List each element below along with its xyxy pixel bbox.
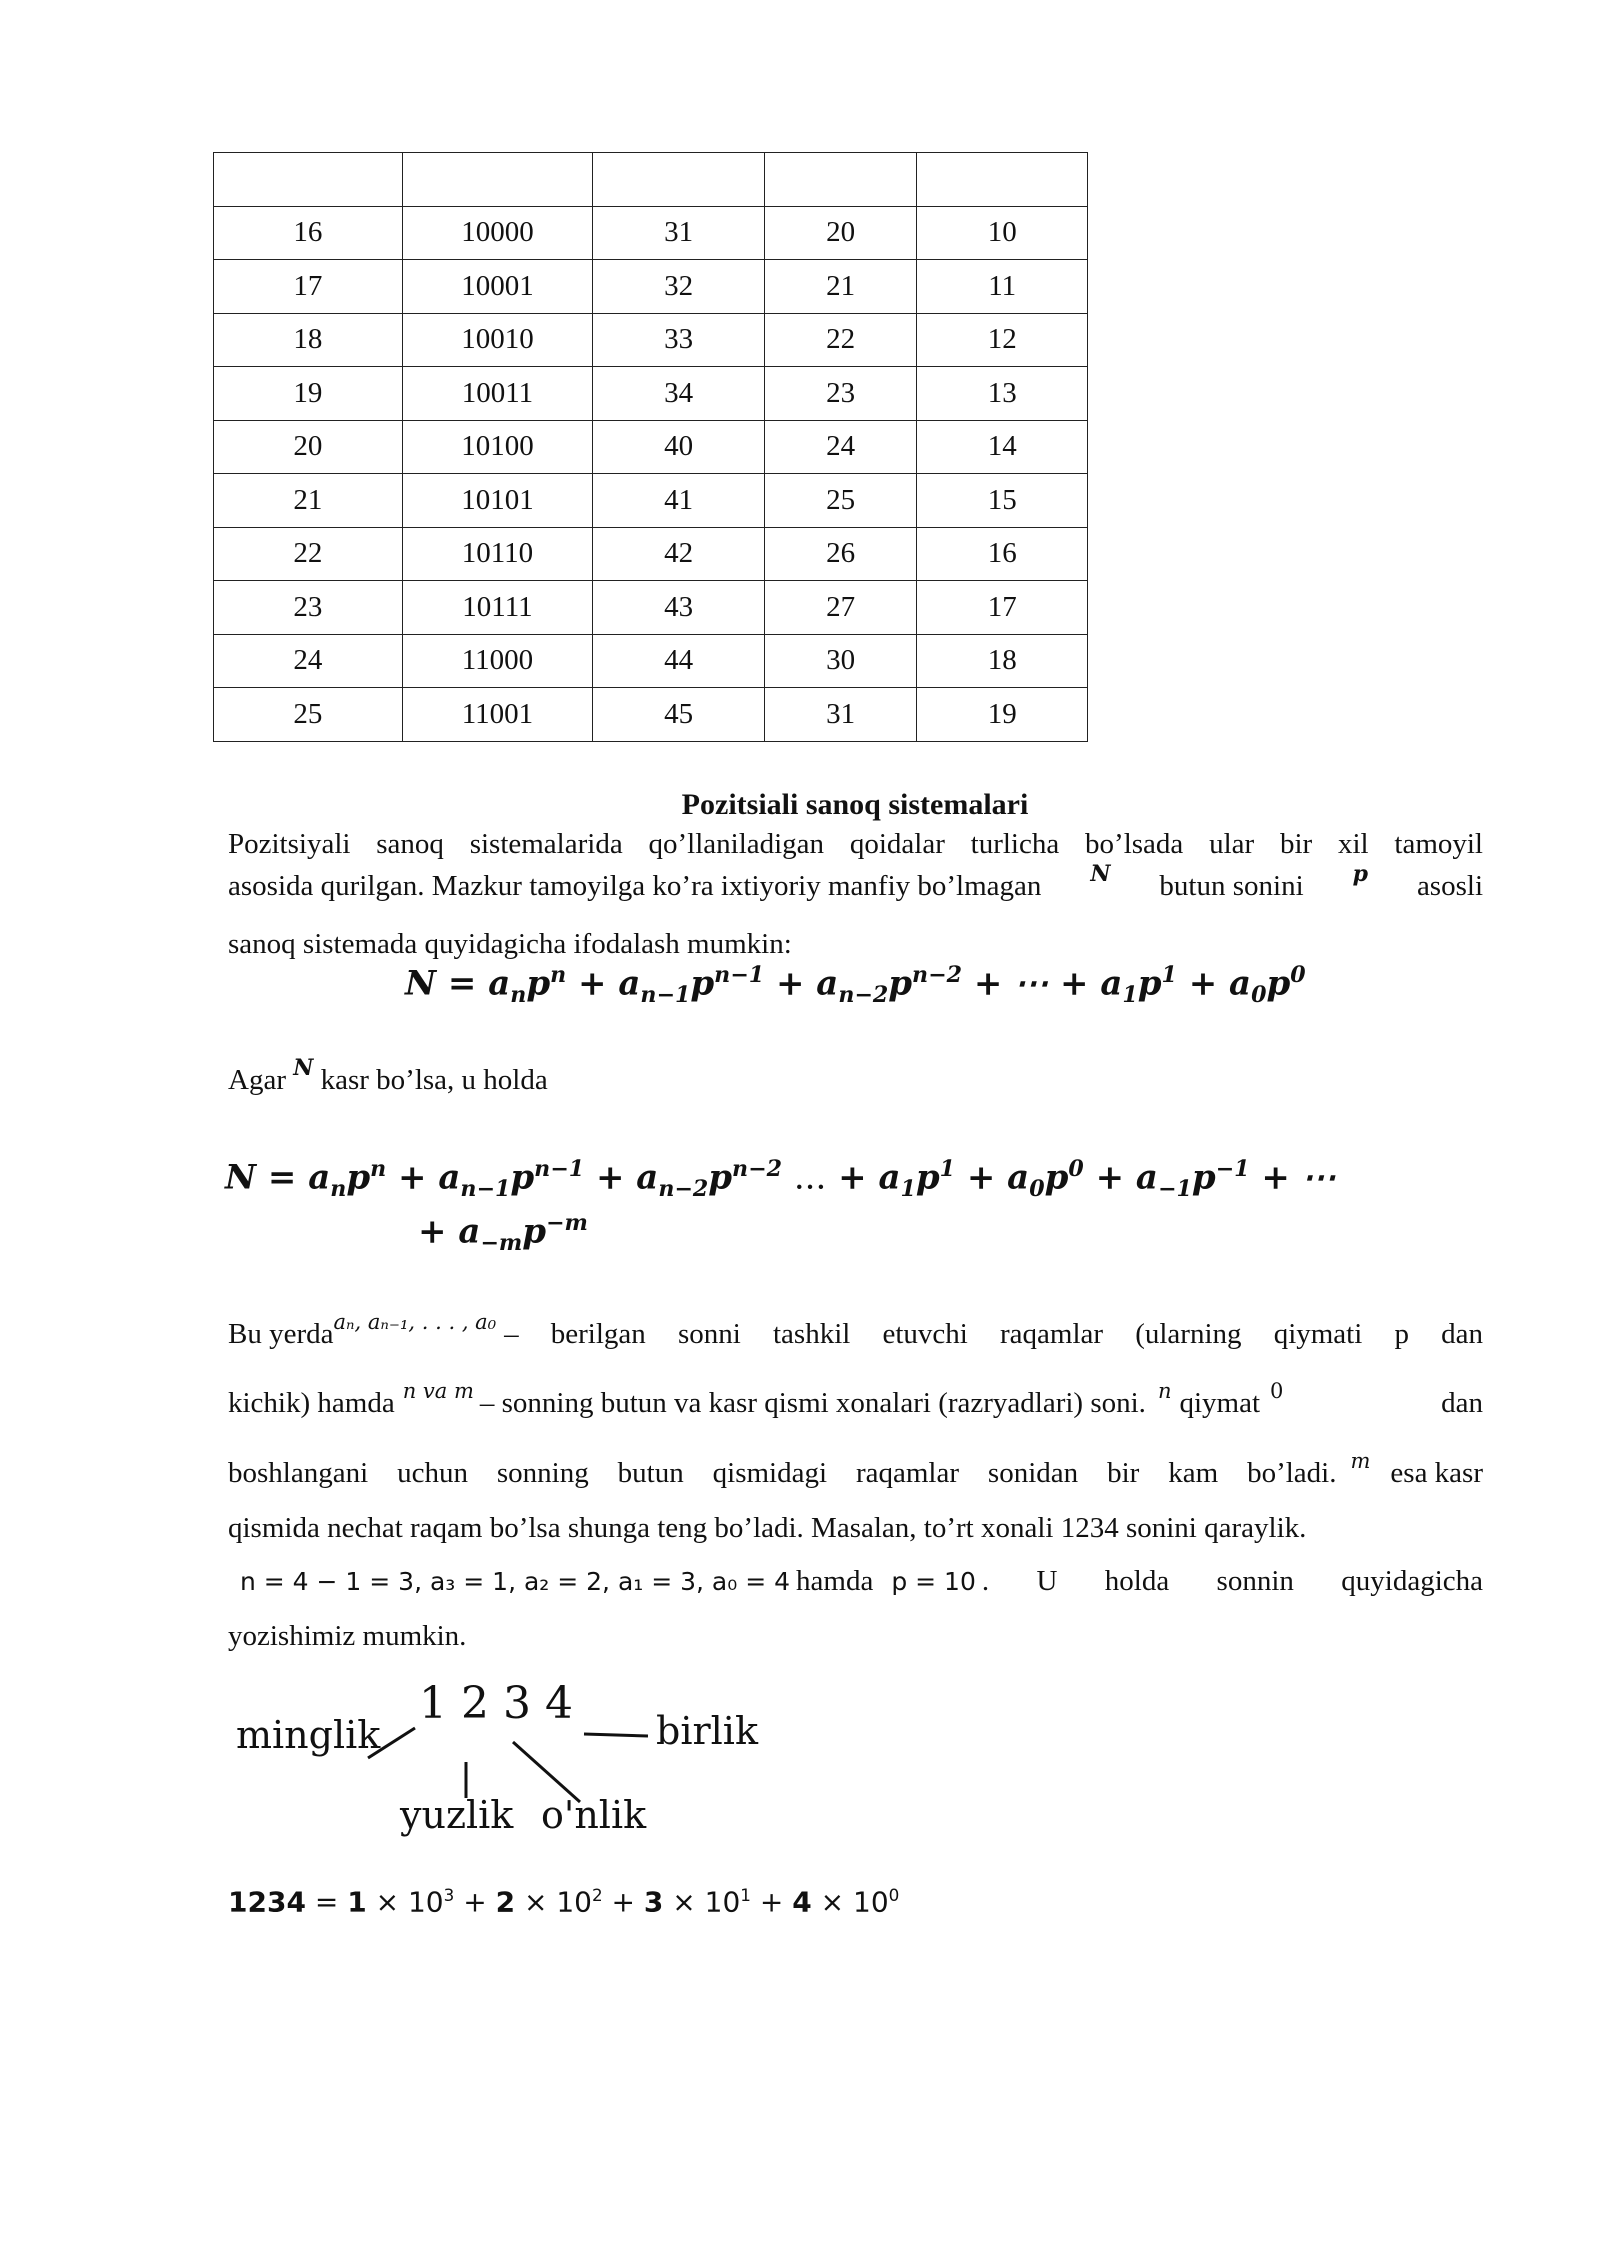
diagram-label-minglik: minglik	[236, 1713, 381, 1757]
diagram-label-onlik: o'nlik	[541, 1793, 647, 1837]
table-cell: 24	[764, 420, 917, 474]
paragraph-line: sanoq sistemada quyidagicha ifodalash mumkin:	[228, 928, 792, 960]
table-row	[214, 527, 1088, 581]
text-fragment: asosli	[1416, 870, 1483, 902]
text-fragment: – sonning butun va kasr qismi xonalari (razryadlari) soni.	[479, 1387, 1146, 1419]
eq-base: 10	[556, 1885, 592, 1919]
text-fragment: asosida qurilgan. Mazkur tamoyilga ko’ra ixtiyoriy manfiy bo’lmagan	[228, 870, 1042, 902]
table-cell	[917, 153, 1088, 207]
connector-line	[584, 1734, 648, 1736]
paragraph-line	[228, 861, 1483, 903]
paragraph-line: qismida nechat raqam bo’lsa shunga teng bo’ladi. Masalan, to’rt xonali 1234 sonini qaraylik.	[228, 1512, 1307, 1544]
eq-exp: 0	[888, 1885, 900, 1905]
table-cell: 10001	[402, 260, 593, 314]
place-value-diagram	[228, 1680, 788, 1850]
table-cell: 10	[917, 206, 1088, 260]
table-cell: 33	[593, 313, 765, 367]
table-cell: 17	[214, 260, 403, 314]
diagram-number: 1 2 3 4	[419, 1680, 573, 1729]
table-cell: 10101	[402, 474, 593, 528]
table-cell: 19	[214, 367, 403, 421]
math-symbol: N	[1090, 861, 1111, 887]
final-equation: $1234 = 1 \times 10^3 + 2 \times 10^2 + 3 \times 10^1 + 4 \times 10^0$	[228, 1885, 900, 1919]
table-cell: 22	[214, 527, 403, 581]
text-fragment: dan	[1441, 1387, 1483, 1419]
table-row	[214, 634, 1088, 688]
eq-exp: 2	[591, 1885, 603, 1905]
table-cell: 43	[593, 581, 765, 635]
formula-fraction-line2: + $a_{-m}p^{-m}$	[418, 1210, 588, 1257]
paragraph-line	[240, 1565, 1483, 1598]
table-cell: 23	[764, 367, 917, 421]
table-cell: 44	[593, 634, 765, 688]
table-cell: 14	[917, 420, 1088, 474]
text-fragment: qiymat	[1179, 1387, 1261, 1419]
table-cell: 16	[214, 206, 403, 260]
number-systems-table	[213, 152, 1088, 742]
math-symbol: n va m	[402, 1379, 474, 1403]
paragraph-line: Pozitsiyali sanoq sistemalarida qo’llaniladigan qoidalar turlicha bo’lsada ular bir xil tamoyil	[228, 828, 1483, 860]
table-cell: 15	[917, 474, 1088, 528]
section-heading: Pozitsiali sanoq sistemalari	[681, 788, 1029, 821]
eq-coef: 2	[495, 1885, 516, 1919]
table-cell: 19	[917, 688, 1088, 742]
table-cell: 25	[214, 688, 403, 742]
table-cell: 12	[917, 313, 1088, 367]
math-symbol: 0	[1270, 1379, 1284, 1403]
table-row	[214, 153, 1088, 207]
table-row	[214, 420, 1088, 474]
eq-exp: 3	[443, 1885, 455, 1905]
paragraph-line	[228, 1379, 1483, 1420]
eq-base: 10	[853, 1885, 889, 1919]
paragraph-line	[228, 1055, 548, 1097]
text-fragment: Agar	[228, 1064, 286, 1096]
math-symbol: N	[293, 1055, 314, 1081]
table-cell: 16	[917, 527, 1088, 581]
table-cell: 31	[764, 688, 917, 742]
table-cell	[214, 153, 403, 207]
table-cell: 31	[593, 206, 765, 260]
table-row	[214, 581, 1088, 635]
paragraph-line	[228, 1310, 1483, 1351]
table-cell: 27	[764, 581, 917, 635]
table-cell: 10010	[402, 313, 593, 367]
math-digits: aₙ, aₙ₋₁, . . . , a₀	[333, 1310, 497, 1334]
paragraph-line: yozishimiz mumkin.	[228, 1620, 467, 1652]
math-symbol: m	[1350, 1449, 1371, 1473]
table-cell: 45	[593, 688, 765, 742]
table-cell: 40	[593, 420, 765, 474]
table-row	[214, 474, 1088, 528]
table-cell: 26	[764, 527, 917, 581]
math-symbol: p	[1352, 861, 1368, 887]
table-cell: 17	[917, 581, 1088, 635]
eq-coef: 1	[347, 1885, 367, 1919]
table-row	[214, 367, 1088, 421]
table-cell: 10011	[402, 367, 593, 421]
text-fragment: hamda	[796, 1565, 874, 1597]
table-cell: 13	[917, 367, 1088, 421]
table-cell: 20	[764, 206, 917, 260]
table-row	[214, 313, 1088, 367]
table-cell: 23	[214, 581, 403, 635]
text-fragment: boshlangani uchun sonning butun qismidagi raqamlar sonidan bir kam bo’ladi.	[228, 1457, 1337, 1489]
formula-integer: $N = a_np^n + a_{n-1}p^{n-1} + a_{n-2}p^{n-2}$ + ⋯ + $a_1p^1 + a_0p^0$	[405, 962, 1306, 1009]
math-symbol: n	[1157, 1379, 1172, 1403]
table-cell	[764, 153, 917, 207]
table-row	[214, 206, 1088, 260]
eq-coef: 4	[792, 1885, 812, 1919]
table-cell	[593, 153, 765, 207]
table-row	[214, 688, 1088, 742]
text-fragment: esa kasr	[1390, 1457, 1483, 1489]
text-fragment: kasr bo’lsa, u holda	[320, 1064, 548, 1096]
table-cell: 18	[214, 313, 403, 367]
eq-lhs: 1234	[228, 1885, 306, 1919]
table-cell: 20	[214, 420, 403, 474]
table-cell: 21	[764, 260, 917, 314]
table-cell: 41	[593, 474, 765, 528]
math-example: p = 10	[891, 1567, 976, 1596]
table-cell: 10110	[402, 527, 593, 581]
table-cell: 11	[917, 260, 1088, 314]
table-cell: 42	[593, 527, 765, 581]
text-fragment: – berilgan sonni tashkil etuvchi raqamlar (ularning qiymati p dan	[504, 1318, 1483, 1350]
table-cell: 25	[764, 474, 917, 528]
eq-exp: 1	[740, 1885, 751, 1905]
table-cell: 21	[214, 474, 403, 528]
table-cell: 10000	[402, 206, 593, 260]
text-fragment: . U holda sonnin quyidagicha	[981, 1565, 1483, 1597]
table-cell: 10100	[402, 420, 593, 474]
table-cell: 34	[593, 367, 765, 421]
text-fragment: butun sonini	[1159, 870, 1304, 902]
formula-fraction-line1: $N = a_np^n + a_{n-1}p^{n-1} + a_{n-2}p^{n-2}$ ... + $a_1p^1 + a_0p^0 + a_{-1}p^{-1}$ + ⋯	[225, 1156, 1336, 1203]
paragraph-line	[228, 1449, 1483, 1490]
table-cell: 22	[764, 313, 917, 367]
diagram-label-yuzlik: yuzlik	[400, 1793, 514, 1837]
eq-coef: 3	[643, 1885, 664, 1919]
table-cell: 18	[917, 634, 1088, 688]
text-fragment: Bu yerda	[228, 1318, 334, 1350]
table-cell	[402, 153, 593, 207]
table-row	[214, 260, 1088, 314]
table-cell: 24	[214, 634, 403, 688]
math-example: n = 4 − 1 = 3, a₃ = 1, a₂ = 2, a₁ = 3, a₀ = 4	[240, 1567, 791, 1596]
eq-base: 10	[704, 1885, 741, 1919]
eq-sign: =	[314, 1885, 339, 1919]
table-cell: 11001	[402, 688, 593, 742]
table-cell: 11000	[402, 634, 593, 688]
table-cell: 32	[593, 260, 765, 314]
table-cell: 10111	[402, 581, 593, 635]
diagram-label-birlik: birlik	[656, 1709, 758, 1753]
text-fragment: kichik) hamda	[228, 1387, 395, 1419]
eq-base: 10	[407, 1885, 444, 1919]
table-cell: 30	[764, 634, 917, 688]
